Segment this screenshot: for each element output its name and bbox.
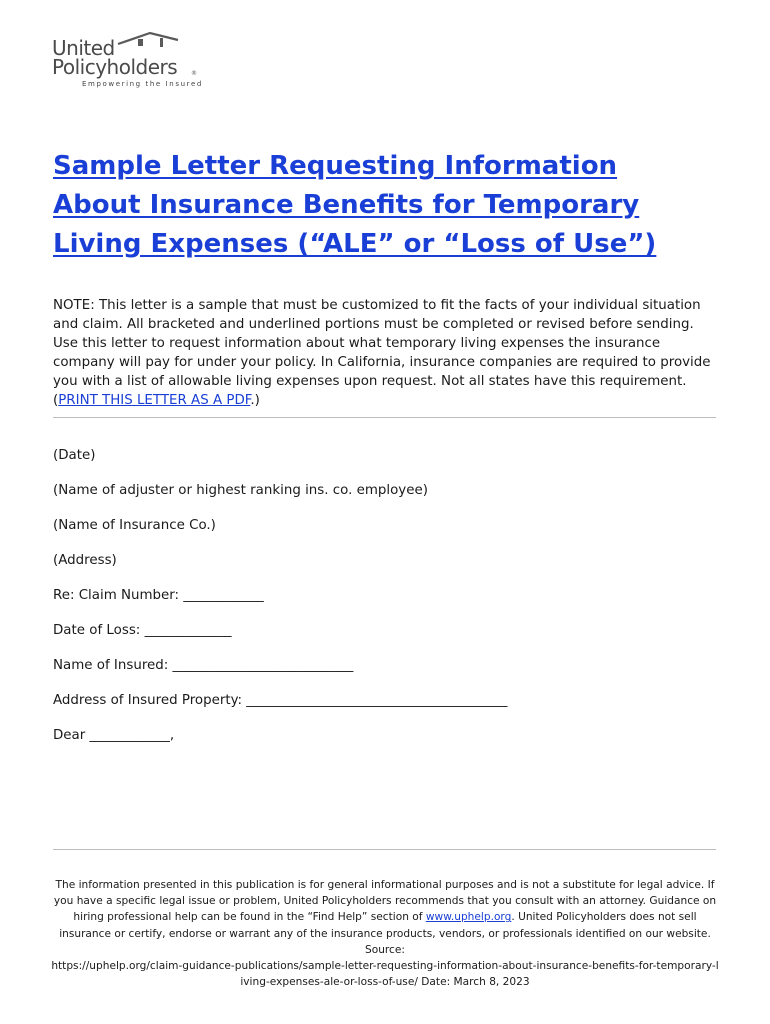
note-text-end: .) [250,393,260,408]
logo-line-2: Policyholders [52,55,178,79]
print-pdf-link[interactable]: PRINT THIS LETTER AS A PDF [58,393,251,408]
logo-tagline: Empowering the Insured [82,80,203,88]
disclaimer-text: The information presented in this publication is for general informational purposes and is not a substitute for legal advice. If you have a specific legal issue or problem, United Policyholders recommends that you consult with an attorney. Guidance on hiring professional help can be found in the “Find Help” section of [53,879,717,924]
letter-claim-number-field: Re: Claim Number: ____________ [53,588,264,603]
house-roof-icon [116,30,180,48]
disclaimer-paragraph [50,877,720,942]
disclaimer-text-end: . United Policyholders does not sell insurance or certify, endorse or warrant any of the insurance products, vendors, or professionals identified on our website. [59,911,711,940]
logo-trademark: ® [191,70,197,77]
letter-address-field: (Address) [53,553,117,568]
source-label: Source: [365,943,405,956]
logo-line-1: United [52,36,115,60]
letter-date-field: (Date) [53,448,96,463]
uphelp-link[interactable]: www.uphelp.org [425,911,512,924]
letter-insured-name-field: Name of Insured: ___________________________ [53,658,354,673]
source-url: https://uphelp.org/claim-guidance-publications/sample-letter-requesting-information-about-insurance-benefits-for-temporary-living-expenses-ale-or-loss-of-use/ Date: March 8, 2023 [51,960,719,989]
note-text: NOTE: This letter is a sample that must be customized to fit the facts of your individual situation and claim. All bracketed and underlined portions must be completed or revised before sending. Use this letter to request information about what temporary living expenses the insurance company will pay for under your policy. In California, insurance companies are required to provide you with a list of allowable living expenses upon request. Not all states have this requirement. ( [53,298,711,408]
united-policyholders-logo [52,30,212,92]
letter-date-of-loss-field: Date of Loss: _____________ [53,623,232,638]
letter-insurer-field: (Name of Insurance Co.) [53,518,216,533]
footer-disclaimer [50,877,720,990]
letter-property-address-field: Address of Insured Property: _______________________________________ [53,693,508,708]
divider-bottom [53,849,716,850]
letter-salutation: Dear ____________, [53,728,175,743]
note-paragraph [53,296,718,410]
document-title[interactable]: Sample Letter Requesting Information About Insurance Benefits for Temporary Living Expenses (“ALE” or “Loss of Use”) [53,151,657,259]
letter-adjuster-field: (Name of adjuster or highest ranking ins. co. employee) [53,483,428,498]
divider-top [53,417,716,418]
